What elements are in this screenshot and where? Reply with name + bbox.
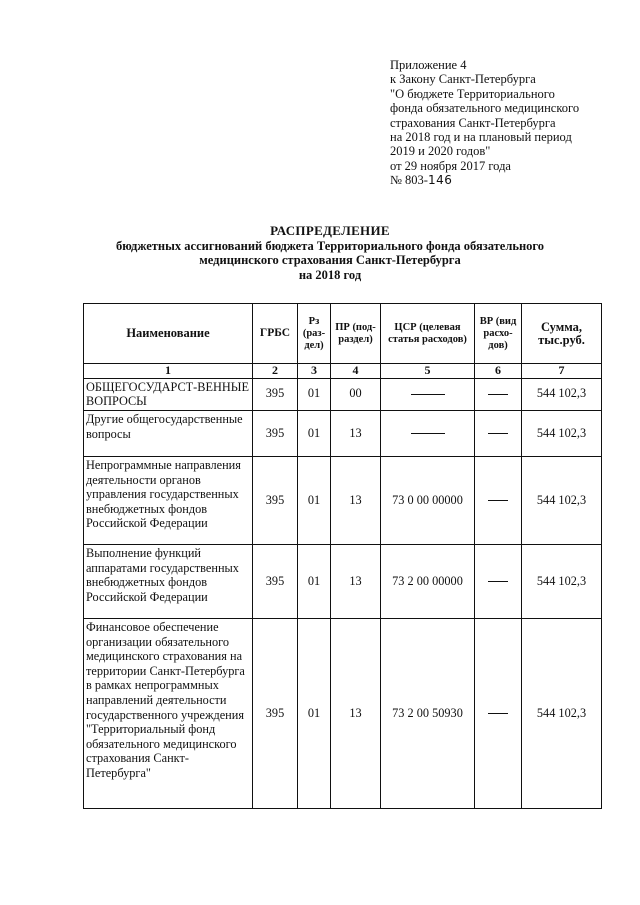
header-csr: ЦСР (целевая статья расходов) (381, 304, 475, 364)
title-main: РАСПРЕДЕЛЕНИЕ (270, 223, 390, 238)
row-sum: 544 102,3 (522, 544, 602, 618)
header-grbs: ГРБС (253, 304, 298, 364)
title-year: на 2018 год (298, 267, 362, 282)
row-rz: 01 (298, 378, 331, 410)
appendix-header (390, 58, 630, 188)
row-rz: 01 (298, 618, 331, 808)
column-number: 3 (298, 364, 331, 379)
column-number: 2 (253, 364, 298, 379)
header-sum: Сумма, тыс.руб. (522, 304, 602, 364)
header-pr: ПР (под-раздел) (331, 304, 381, 364)
row-csr (381, 410, 475, 456)
row-grbs: 395 (253, 378, 298, 410)
table-row (84, 410, 602, 456)
row-grbs: 395 (253, 618, 298, 808)
dash-mark (488, 394, 508, 395)
row-name: Непрограммные направления деятельности органов управления государственных внебюджетных фондов Российской Федерации (84, 456, 253, 544)
table-header-row (84, 304, 602, 364)
row-grbs: 395 (253, 456, 298, 544)
appendix-line: на 2018 год и на плановый период (390, 130, 572, 145)
document-title (60, 224, 600, 282)
row-grbs: 395 (253, 410, 298, 456)
column-number: 4 (331, 364, 381, 379)
dash-mark (488, 713, 508, 714)
column-number: 7 (522, 364, 602, 379)
dash-mark (488, 433, 508, 434)
appendix-line: 2019 и 2020 годов" (390, 144, 491, 159)
allocation-table (83, 303, 602, 809)
table-row (84, 456, 602, 544)
column-number: 1 (84, 364, 253, 379)
row-vr (475, 410, 522, 456)
row-rz: 01 (298, 544, 331, 618)
dash-mark (488, 500, 508, 501)
row-name: Выполнение функций аппаратами государственных внебюджетных фондов Российской Федерации (84, 544, 253, 618)
row-sum: 544 102,3 (522, 378, 602, 410)
appendix-line: страхования Санкт-Петербурга (390, 115, 556, 130)
row-name: Финансовое обеспечение организации обязательного медицинского страхования на территории Санкт-Петербурга в рамках непрограммных направлений деятельности государственного учреждения "Территориальный фонд обязательного медицинского страхования Санкт-Петербурга" (84, 618, 253, 808)
row-sum: 544 102,3 (522, 618, 602, 808)
column-numbers-row (84, 364, 602, 379)
dash-mark (488, 581, 508, 582)
row-pr: 13 (331, 618, 381, 808)
row-pr: 13 (331, 544, 381, 618)
dash-mark (411, 394, 445, 395)
appendix-line: к Закону Санкт-Петербурга (390, 72, 536, 87)
law-number-prefix: № 803- (390, 173, 428, 188)
law-number-handwritten: 146 (427, 173, 453, 188)
title-line: медицинского страхования Санкт-Петербурга (199, 253, 461, 267)
row-csr: 73 2 00 00000 (381, 544, 475, 618)
row-vr (475, 456, 522, 544)
row-sum: 544 102,3 (522, 410, 602, 456)
row-csr (381, 378, 475, 410)
header-vr: ВР (вид расхо-дов) (475, 304, 522, 364)
row-pr: 13 (331, 410, 381, 456)
appendix-line: от 29 ноября 2017 года (390, 158, 511, 173)
row-name: Другие общегосударственные вопросы (84, 410, 253, 456)
column-number: 6 (475, 364, 522, 379)
row-name: ОБЩЕГОСУДАРСТ-ВЕННЫЕ ВОПРОСЫ (84, 378, 253, 410)
row-vr (475, 618, 522, 808)
table-row (84, 544, 602, 618)
appendix-line: Приложение 4 (390, 58, 467, 72)
row-vr (475, 544, 522, 618)
row-rz: 01 (298, 410, 331, 456)
column-number: 5 (381, 364, 475, 379)
appendix-line: "О бюджете Территориального (390, 86, 555, 101)
row-csr: 73 0 00 00000 (381, 456, 475, 544)
dash-mark (411, 433, 445, 434)
table-row (84, 378, 602, 410)
appendix-line: фонда обязательного медицинского (390, 101, 580, 116)
row-sum: 544 102,3 (522, 456, 602, 544)
table-row (84, 618, 602, 808)
row-vr (475, 378, 522, 410)
law-number (390, 173, 630, 187)
row-pr: 13 (331, 456, 381, 544)
header-name: Наименование (84, 304, 253, 364)
row-rz: 01 (298, 456, 331, 544)
title-line: бюджетных ассигнований бюджета Территориального фонда обязательного (115, 238, 545, 253)
header-rz: Рз (раз-дел) (298, 304, 331, 364)
row-csr: 73 2 00 50930 (381, 618, 475, 808)
row-grbs: 395 (253, 544, 298, 618)
row-pr: 00 (331, 378, 381, 410)
